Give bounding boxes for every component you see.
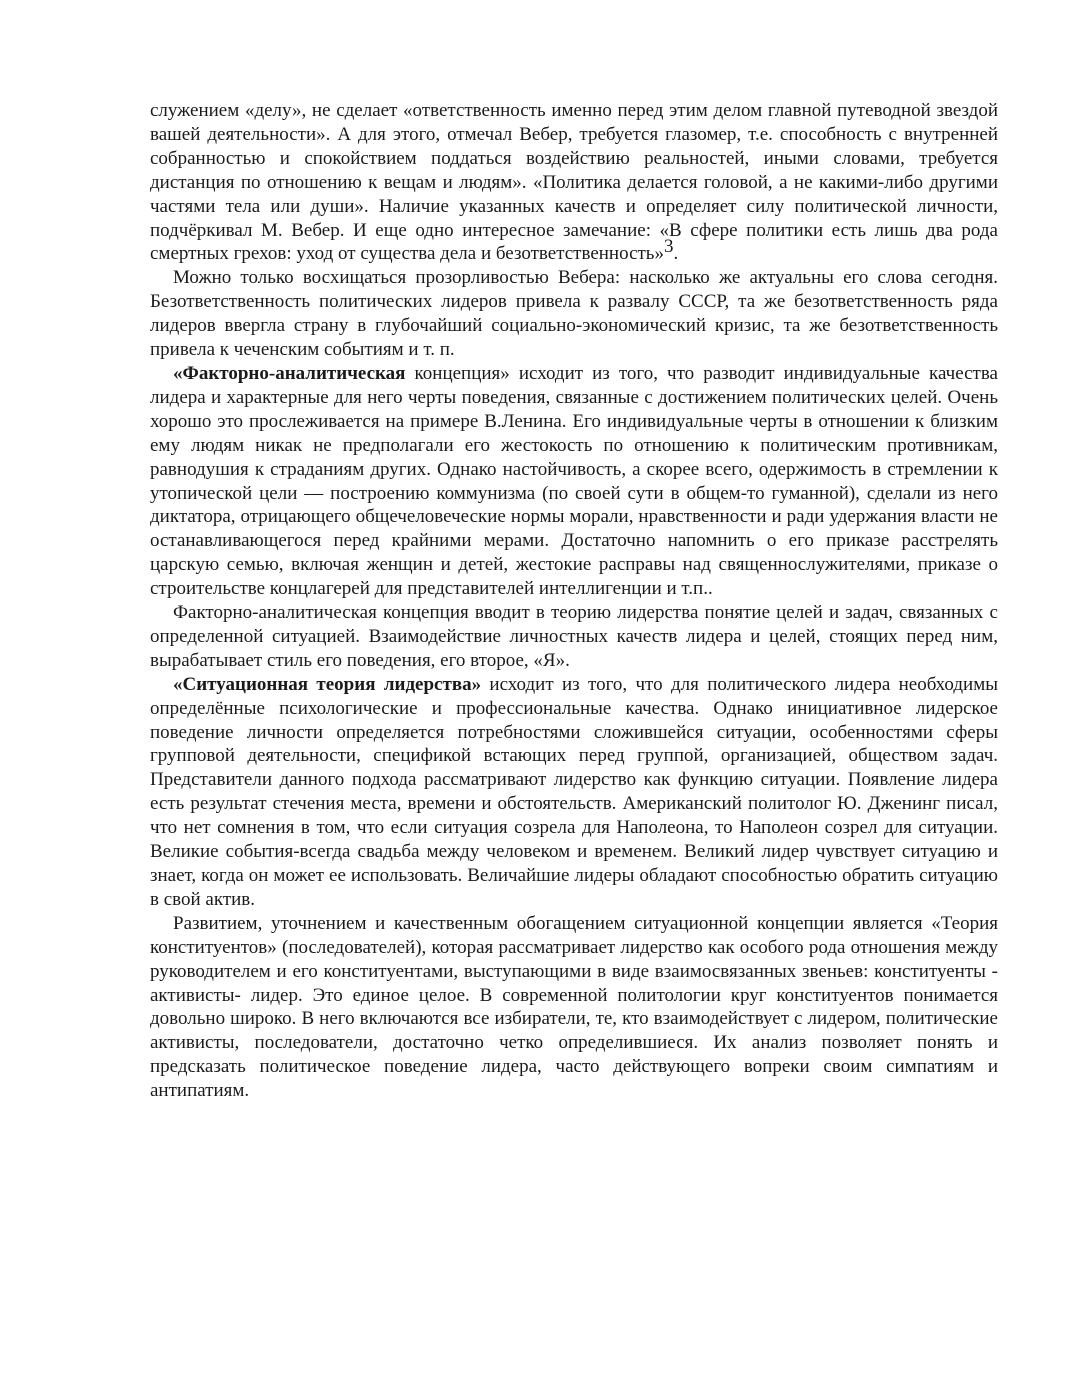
- term-situational-theory: «Ситуационная теория лидерства»: [173, 673, 482, 695]
- paragraph-situational-theory: [150, 673, 998, 912]
- paragraph-constituents-theory: [150, 912, 998, 1103]
- paragraph-text: служением «делу», не сделает «ответственность именно перед этим делом главной путеводной звездой вашей деятельности». А для этого, отмечал Вебер, требуется глазомер, т.е. способность с внутренней собранностью и спокойствием поддаться воздействию реальностей, иными словами, требуется дистанция по отношению к вещам и людям». «Политика делается головой, а не какими-либо другими частями тела или души». Наличие указанных качеств и определяет силу политической личности, подчёркивал М. Вебер. И еще одно интересное замечание: «В сфере политики есть лишь два рода смертных грехов: уход от существа дела и безответственность»: [150, 100, 998, 265]
- paragraph-factor-analytic: [150, 362, 998, 601]
- paragraph-factor-analytic-goals: [150, 601, 998, 673]
- paragraph-text: исходит из того, что для политического лидера необходимы определённые психологические и профессиональные качества. Однако инициативное лидерское поведение личности определяется потребностями сложившейся ситуации, особенностями сферы групповой деятельности, спецификой встающих перед группой, организацией, обществом задач. Представители данного подхода рассматривают лидерство как функцию ситуации. Появление лидера есть результат стечения места, времени и обстоятельств. Американский политолог Ю. Дженинг писал, что нет сомнения в том, что если ситуация созрела для Наполеона, то Наполеон созрел для ситуации. Великие события-всегда свадьба между человеком и временем. Великий лидер чувствует ситуацию и знает, когда он может ее использовать. Величайшие лидеры обладают способностью обратить ситуацию в свой актив.: [150, 673, 998, 910]
- term-factor-analytic: «Факторно-аналитическая: [173, 362, 406, 384]
- footnote-marker[interactable]: 3: [663, 236, 674, 258]
- paragraph-text: концепция» исходит из того, что разводит индивидуальные качества лидера и характерные для него черты поведения, связанные с достижением политических целей. Очень хорошо это прослеживается на примере В.Ленина. Его индивидуальные черты в отношении к близким ему людям никак не предполагали его жестокость по отношению к политическим противникам, равнодушия к страданиям других. Однако настойчивость, а скорее всего, одержимость в стремлении к утопической цели — построению коммунизма (по своей сути в общем-то гуманной), сделали из него диктатора, отрицающего общечеловеческие нормы морали, нравственности и ради удержания власти не останавливающегося перед крайними мерами. Достаточно напомнить о его приказе расстрелять царскую семью, включая женщин и детей, жестокие расправы над священнослужителями, приказе о строительстве концлагерей для представителей интеллигенции и т.п..: [150, 362, 998, 600]
- paragraph-weber-quote: [150, 99, 998, 266]
- paragraph-responsibility: [150, 266, 998, 362]
- paragraph-end: .: [673, 243, 679, 265]
- paragraph-text: Факторно-аналитическая концепция вводит в теорию лидерства понятие целей и задач, связанных с определенной ситуацией. Взаимодействие личностных качеств лидера и целей, стоящих перед ним, вырабатывает стиль его поведения, его второе, «Я».: [150, 602, 998, 671]
- document-page: [150, 99, 998, 1103]
- paragraph-text: Можно только восхищаться прозорливостью Вебера: насколько же актуальны его слова сегодня. Безответственность политических лидеров привела к развалу СССР, та же безответственность ряда лидеров ввергла страну в глубочайший социально-экономический кризис, та же безответственность привела к чеченским событиям и т. п.: [150, 267, 998, 361]
- paragraph-text: Развитием, уточнением и качественным обогащением ситуационной концепции является «Теория конституентов» (последователей), которая рассматривает лидерство как особого рода отношения между руководителем и его конституентами, выступающими в виде взаимосвязанных звеньев: конституенты - активисты- лидер. Это единое целое. В современной политологии круг конституентов понимается довольно широко. В него включаются все избиратели, те, кто взаимодействует с лидером, политические активисты, последователи, достаточно четко определившиеся. Их анализ позволяет понять и предсказать политическое поведение лидера, часто действующего вопреки своим симпатиям и антипатиям.: [150, 912, 998, 1102]
